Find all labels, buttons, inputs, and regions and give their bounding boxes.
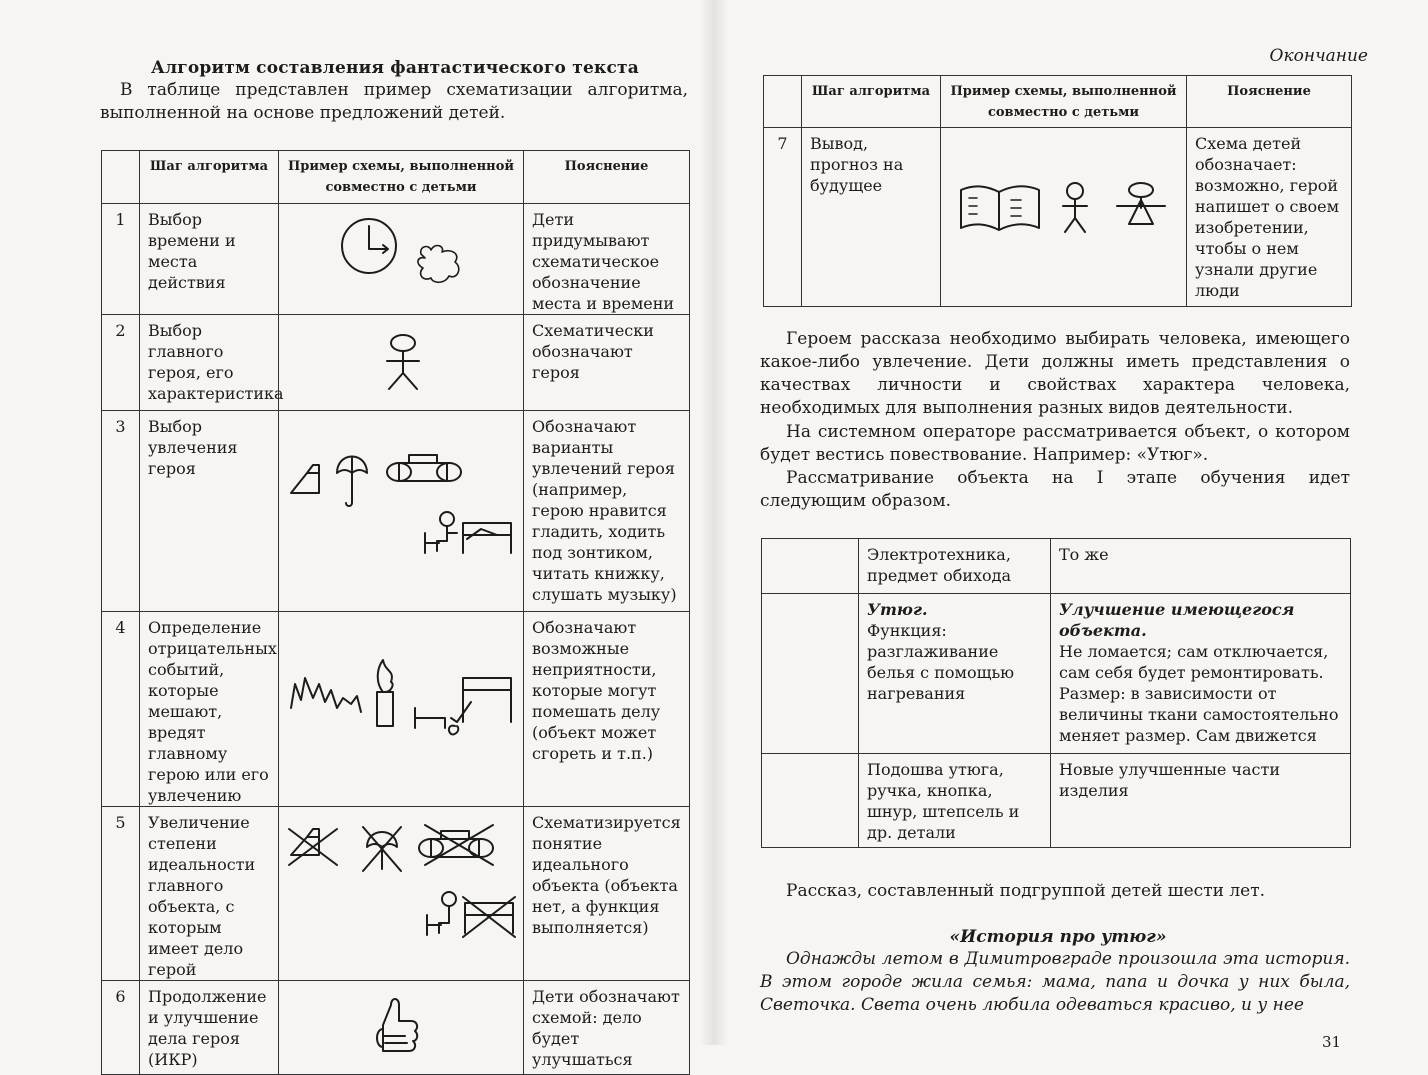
story-text: Однажды летом в Димитровграде произошла эта история. В этом городе жила семья: мама, папа и дочка у них была, Светочка. Света очень любила одеваться красиво, и у нее — [760, 949, 1350, 1015]
table-row — [102, 981, 690, 1075]
row-number: 7 — [764, 128, 802, 307]
crossed-umbrella-icon — [363, 827, 401, 871]
burning-candle-icon — [377, 660, 393, 726]
explanation-cell: Дети обозначают схемой: дело будет улучшаться — [524, 981, 690, 1075]
table-row — [102, 807, 690, 981]
operator-cell-title: Улучшение имеющегося объекта. — [1059, 600, 1295, 640]
row-number: 5 — [102, 807, 140, 981]
step-cell: Увеличение степени идеальности главного объекта, с которым имеет дело герой — [140, 807, 279, 981]
stick-figure-icon — [1063, 183, 1087, 232]
table-row — [102, 204, 690, 315]
table-row — [102, 411, 690, 612]
empty-cell — [762, 594, 859, 754]
scheme-cell — [279, 981, 524, 1075]
fallen-person-desk-icon — [415, 678, 511, 734]
operator-cell-text: Функция: разглаживание белья с помощью нагревания — [867, 621, 1015, 703]
running-header: Окончание — [1269, 46, 1368, 66]
scheme-cell — [279, 612, 524, 807]
crossed-iron-icon — [289, 829, 337, 865]
person-at-desk-icon — [425, 512, 511, 553]
row-number: 6 — [102, 981, 140, 1075]
operator-cell — [1051, 594, 1351, 754]
row-number: 4 — [102, 612, 140, 807]
page-title: Алгоритм составления фантастического текста — [151, 58, 639, 78]
scheme-cell — [279, 807, 524, 981]
umbrella-icon — [337, 457, 367, 507]
left-page — [0, 0, 714, 1069]
paragraph: Героем рассказа необходимо выбирать человека, имеющего какое-либо увлечение. Дети должны иметь представления о качествах личности и свойствах характера человека, необходимых для выполнения разных видов деятельности. — [760, 329, 1350, 418]
header-num — [102, 151, 140, 204]
header-explanation: Пояснение — [1187, 76, 1352, 128]
table-row — [762, 539, 1351, 594]
scheme-cell — [279, 315, 524, 411]
step-cell: Выбор главного героя, его характеристика — [140, 315, 279, 411]
table-header-row — [764, 76, 1352, 128]
open-book-icon — [961, 186, 1039, 230]
scheme-drawing — [279, 981, 524, 1075]
scheme-cell — [279, 204, 524, 315]
iron-icon — [291, 465, 319, 493]
explanation-cell: Схематизируется понятие идеального объекта (объекта нет, а функция выполняется) — [524, 807, 690, 981]
intro-paragraph: В таблице представлен пример схематизации алгоритма, выполненной на основе предложений детей. — [100, 80, 688, 123]
header-num — [764, 76, 802, 128]
operator-cell: Новые улучшенные части изделия — [1051, 754, 1351, 848]
clock-icon — [342, 219, 396, 273]
explanation-cell: Дети придумывают схематическое обозначение места и времени — [524, 204, 690, 315]
operator-cell: Электротехника, предмет обихода — [859, 539, 1051, 594]
crossed-tape-recorder-icon — [419, 825, 493, 865]
table-header-row — [102, 151, 690, 204]
operator-cell-text: Не ломается; сам отключается, сам себя будет ремонтировать. Размер: в зависимости от величины ткани самостоятельно меняет размер. Сам движется — [1059, 642, 1339, 745]
algorithm-table-continued — [763, 75, 1352, 307]
paragraph: Рассматривание объекта на I этапе обучения идет следующим образом. — [760, 468, 1350, 511]
step-cell: Выбор времени и места действия — [140, 204, 279, 315]
scheme-drawing — [279, 315, 524, 411]
scheme-drawing — [279, 411, 524, 612]
empty-cell — [762, 539, 859, 594]
table-row — [762, 754, 1351, 848]
system-operator-table — [761, 538, 1351, 848]
row-number: 2 — [102, 315, 140, 411]
header-step: Шаг алгоритма — [802, 76, 941, 128]
header-scheme: Пример схемы, выполненной совместно с детьми — [279, 151, 524, 204]
thumbs-up-icon — [377, 999, 417, 1051]
crossed-desk-icon — [427, 892, 515, 937]
row-number: 1 — [102, 204, 140, 315]
map-blob-icon — [418, 246, 459, 283]
header-explanation: Пояснение — [524, 151, 690, 204]
explanation-cell: Схема детей обозначает: возможно, герой напишет о своем изобретении, чтобы о нем узнали другие люди — [1187, 128, 1352, 307]
scheme-drawing — [279, 612, 524, 791]
algorithm-table — [101, 150, 690, 1075]
row-number: 3 — [102, 411, 140, 612]
paragraph: Рассказ, составленный подгруппой детей шести лет. — [786, 881, 1266, 901]
paragraph: На системном операторе рассматривается объект, о котором будет вестись повествование. Например: «Утюг». — [760, 422, 1350, 465]
scheme-drawing — [279, 204, 524, 299]
operator-cell — [859, 594, 1051, 754]
step-cell: Выбор увлечения героя — [140, 411, 279, 612]
story-title: «История про утюг» — [949, 927, 1167, 947]
table-row — [102, 612, 690, 807]
scheme-cell — [279, 411, 524, 612]
stick-figure-triangle-icon — [1117, 183, 1165, 224]
scheme-drawing — [941, 128, 1187, 307]
explanation-cell: Обозначают варианты увлечений героя (например, герою нравится гладить, ходить под зонтиком, читать книжку, слушать музыку) — [524, 411, 690, 612]
step-cell: Определение отрицательных событий, которые мешают, вредят главному герою или его увлечению — [140, 612, 279, 807]
operator-cell-title: Утюг. — [867, 600, 928, 619]
scheme-drawing — [279, 807, 524, 965]
operator-cell: То же — [1051, 539, 1351, 594]
explanation-cell: Схематически обозначают героя — [524, 315, 690, 411]
stick-figure-icon — [387, 335, 419, 389]
step-cell: Вывод, прогноз на будущее — [802, 128, 941, 307]
table-row — [102, 315, 690, 411]
explanation-cell: Обозначают возможные неприятности, которые могут помешать делу (объект может сгореть и т.п.) — [524, 612, 690, 807]
table-row — [762, 594, 1351, 754]
empty-cell — [762, 754, 859, 848]
operator-cell: Подошва утюга, ручка, кнопка, шнур, штепсель и др. детали — [859, 754, 1051, 848]
step-cell: Продолжение и улучшение дела героя (ИКР) — [140, 981, 279, 1075]
scheme-cell — [941, 128, 1187, 307]
tape-recorder-icon — [387, 455, 461, 481]
page-number: 31 — [1322, 1033, 1342, 1051]
fire-icon — [291, 678, 361, 712]
table-row — [764, 128, 1352, 307]
header-step: Шаг алгоритма — [140, 151, 279, 204]
header-scheme: Пример схемы, выполненной совместно с детьми — [941, 76, 1187, 128]
